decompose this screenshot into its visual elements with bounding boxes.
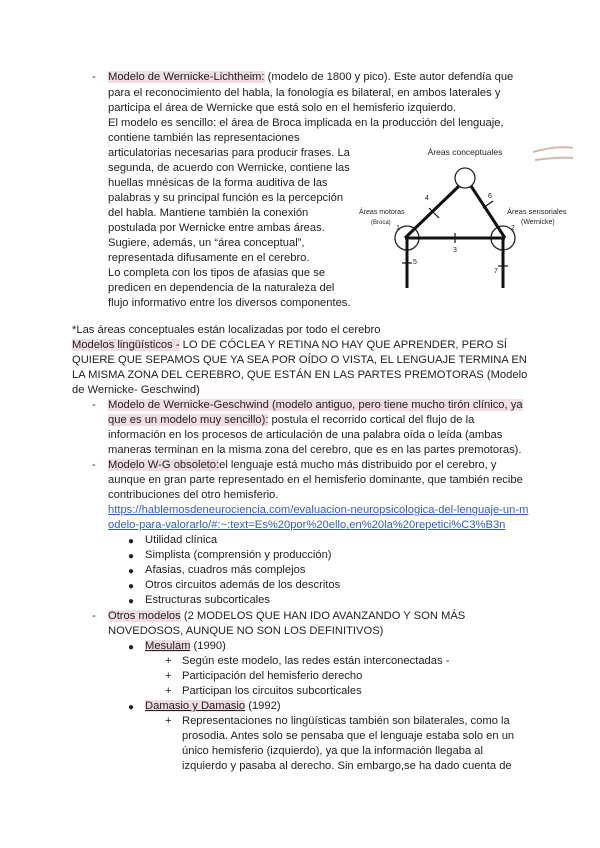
diagram-top-label: Áreas conceptuales	[427, 147, 503, 157]
diagram-right-sub: (Wernicke)	[521, 219, 555, 226]
list-item: Estructuras subcorticales	[145, 594, 270, 606]
wg-line-3: información en los procesos de articulación de una palabra oída o leída (ambas	[108, 429, 503, 441]
diagram-number: 6	[488, 193, 492, 200]
bullet-icon: ●	[128, 702, 135, 713]
wl-line-8: huellas mnésicas de la forma auditiva de las	[108, 177, 328, 189]
wl-line-4: El modelo es sencillo: el área de Broca implicada en la producción del lenguaje,	[108, 117, 504, 129]
bullet-icon: ●	[128, 566, 135, 577]
otros-line-1: Otros modelos (2 MODELOS QUE HAN IDO AVANZANDO Y SON MÁS	[108, 610, 466, 622]
wl-line-9: palabras y su principal función es la percepción	[108, 192, 344, 204]
bullet-icon: ●	[128, 536, 135, 547]
diagram-number: 1	[396, 225, 400, 232]
hand-icon	[533, 147, 573, 160]
wl-line-6: articulatorias necesarias para producir frases. La	[108, 147, 350, 159]
plus-icon: +	[165, 715, 172, 727]
list-item: Simplista (comprensión y producción)	[145, 549, 332, 561]
ml-label: Modelos lingüísticos -	[72, 339, 180, 351]
wl-line-11: postulada por Wernicke entre ambas áreas.	[108, 222, 325, 234]
wl-line-13: representada difusamente en el cerebro.	[108, 252, 310, 264]
wl-line-16: flujo informativo entre los diversos componentes.	[108, 297, 351, 309]
bullet-icon: ●	[128, 581, 135, 592]
damasio-line-3: único hemisferio (izquierdo), ya que la información llegaba al	[182, 745, 483, 757]
wernicke-lichtheim-diagram	[355, 138, 575, 290]
ml-line-3: LA MISMA ZONA DEL CEREBRO, QUE ESTÁN EN LAS PARTES PREMOTORAS (Modelo	[72, 369, 528, 381]
damasio-line-4: izquierdo y pasaba al derecho. Sin embargo,se ha dado cuenta de	[182, 760, 512, 772]
plus-icon: +	[165, 670, 172, 682]
diagram-number: 2	[511, 225, 515, 232]
diagram-number: 3	[453, 247, 457, 254]
obs-line-2: aunque en gran parte representado en el hemisferio dominante, que también recibe	[108, 474, 523, 486]
otros-line-2: NOVEDOSOS, AUNQUE NO SON LOS DEFINITIVOS)	[108, 625, 384, 637]
wl-line-12: Sugiere, además, un “área conceptual”,	[108, 237, 305, 249]
note: *Las áreas conceptuales están localizadas por todo el cerebro	[72, 324, 381, 336]
ml-line-4: de Wernicke- Geschwind)	[72, 384, 200, 396]
list-item: Otros circuitos además de los descritos	[145, 579, 341, 591]
diagram-right-label: Áreas sensoriales	[507, 207, 567, 216]
list-item: Utilidad clínica	[145, 534, 218, 546]
list-dash: -	[92, 610, 96, 622]
bullet-icon: ●	[128, 642, 135, 653]
wl-line-14: Lo completa con los tipos de afasias que se	[108, 267, 326, 279]
obs-line-1: Modelo W-G obsoleto:el lenguaje está mucho más distribuido por el cerebro, y	[108, 459, 497, 471]
plus-icon: +	[165, 685, 172, 697]
wg-line-1: Modelo de Wernicke-Geschwind (modelo antiguo, pero tiene mucho tirón clínico, ya	[108, 399, 523, 411]
bullet-icon: ●	[128, 551, 135, 562]
list-item: Participan los circuitos subcorticales	[182, 685, 362, 697]
diagram-number: 4	[425, 195, 429, 202]
list-dash: -	[92, 459, 96, 471]
bullet-icon: ●	[128, 596, 135, 607]
reference-link-cont[interactable]: odelo-para-valorarlo/#:~:text=Es%20por%20ello,en%20la%20repetici%C3%B3n	[108, 519, 506, 531]
diagram-left-label: Áreas motoras	[359, 209, 405, 216]
wl-title: Modelo de Wernicke-Lichtheim:	[108, 71, 265, 83]
damasio-line-2: prosodia. Antes solo se pensaba que el lenguaje estaba solo en un	[182, 730, 515, 742]
wl-line-3: participa el área de Wernicke que está solo en el hemisferio izquierdo.	[108, 102, 457, 114]
diagram-number: 5	[413, 259, 417, 266]
obs-link-line-1[interactable]	[108, 503, 528, 518]
obs-link-line-2[interactable]	[108, 518, 505, 533]
diagram-number: 7	[494, 268, 498, 275]
list-dash: -	[92, 71, 96, 83]
obs-label: Modelo W-G obsoleto:	[108, 459, 220, 471]
list-item: Según este modelo, las redes están interconectadas -	[182, 655, 450, 667]
wl-line-2: para el reconocimiento del habla, la fonología es bilateral, en ambos laterales y	[108, 87, 501, 99]
wl-line-7: segunda, de acuerdo con Wernicke, contiene las	[108, 162, 350, 174]
wl-line-10: del habla. Mantiene también la conexión	[108, 207, 309, 219]
mesulam-heading: Mesulam (1990)	[145, 640, 226, 652]
wl-line-5: contiene también las representaciones	[108, 132, 300, 144]
list-item: Afasias, cuadros más complejos	[145, 564, 306, 576]
damasio-line-1: Representaciones no lingüísticas también son bilaterales, como la	[182, 715, 510, 727]
ml-line-2: QUIERE QUE SEPAMOS QUE YA SEA POR OÍDO O VISTA, EL LENGUAJE TERMINA EN	[72, 354, 527, 366]
wl-line-15: predicen en dependencia de la naturaleza del	[108, 282, 335, 294]
list-dash: -	[92, 399, 96, 411]
otros-label: Otros modelos	[108, 610, 181, 622]
damasio-heading: Damasio y Damasio (1992)	[145, 700, 281, 712]
ml-line-1: Modelos lingüísticos - LO DE CÓCLEA Y RETINA NO HAY QUE APRENDER, PERO SÍ	[72, 339, 508, 351]
obs-line-3: contribuciones del otro hemisferio.	[108, 489, 279, 501]
list-item: Participación del hemisferio derecho	[182, 670, 363, 682]
wg-line-4: maneras terminan en la misma zona del cerebro, que es en las partes premotoras).	[108, 444, 522, 456]
wl-line-1: Modelo de Wernicke-Lichtheim: (modelo de 1800 y pico). Este autor defendía que	[108, 71, 514, 83]
wg-line-2: que es un modelo muy sencillo): postula el recorrido cortical del flujo de la	[108, 414, 475, 426]
edge-4	[405, 186, 459, 238]
diagram-left-sub: (Broca)	[371, 220, 391, 226]
plus-icon: +	[165, 655, 172, 667]
reference-link[interactable]: https://hablemosdeneurociencia.com/evaluacion-neuropsicologica-del-lenguaje-un-m	[108, 504, 529, 516]
